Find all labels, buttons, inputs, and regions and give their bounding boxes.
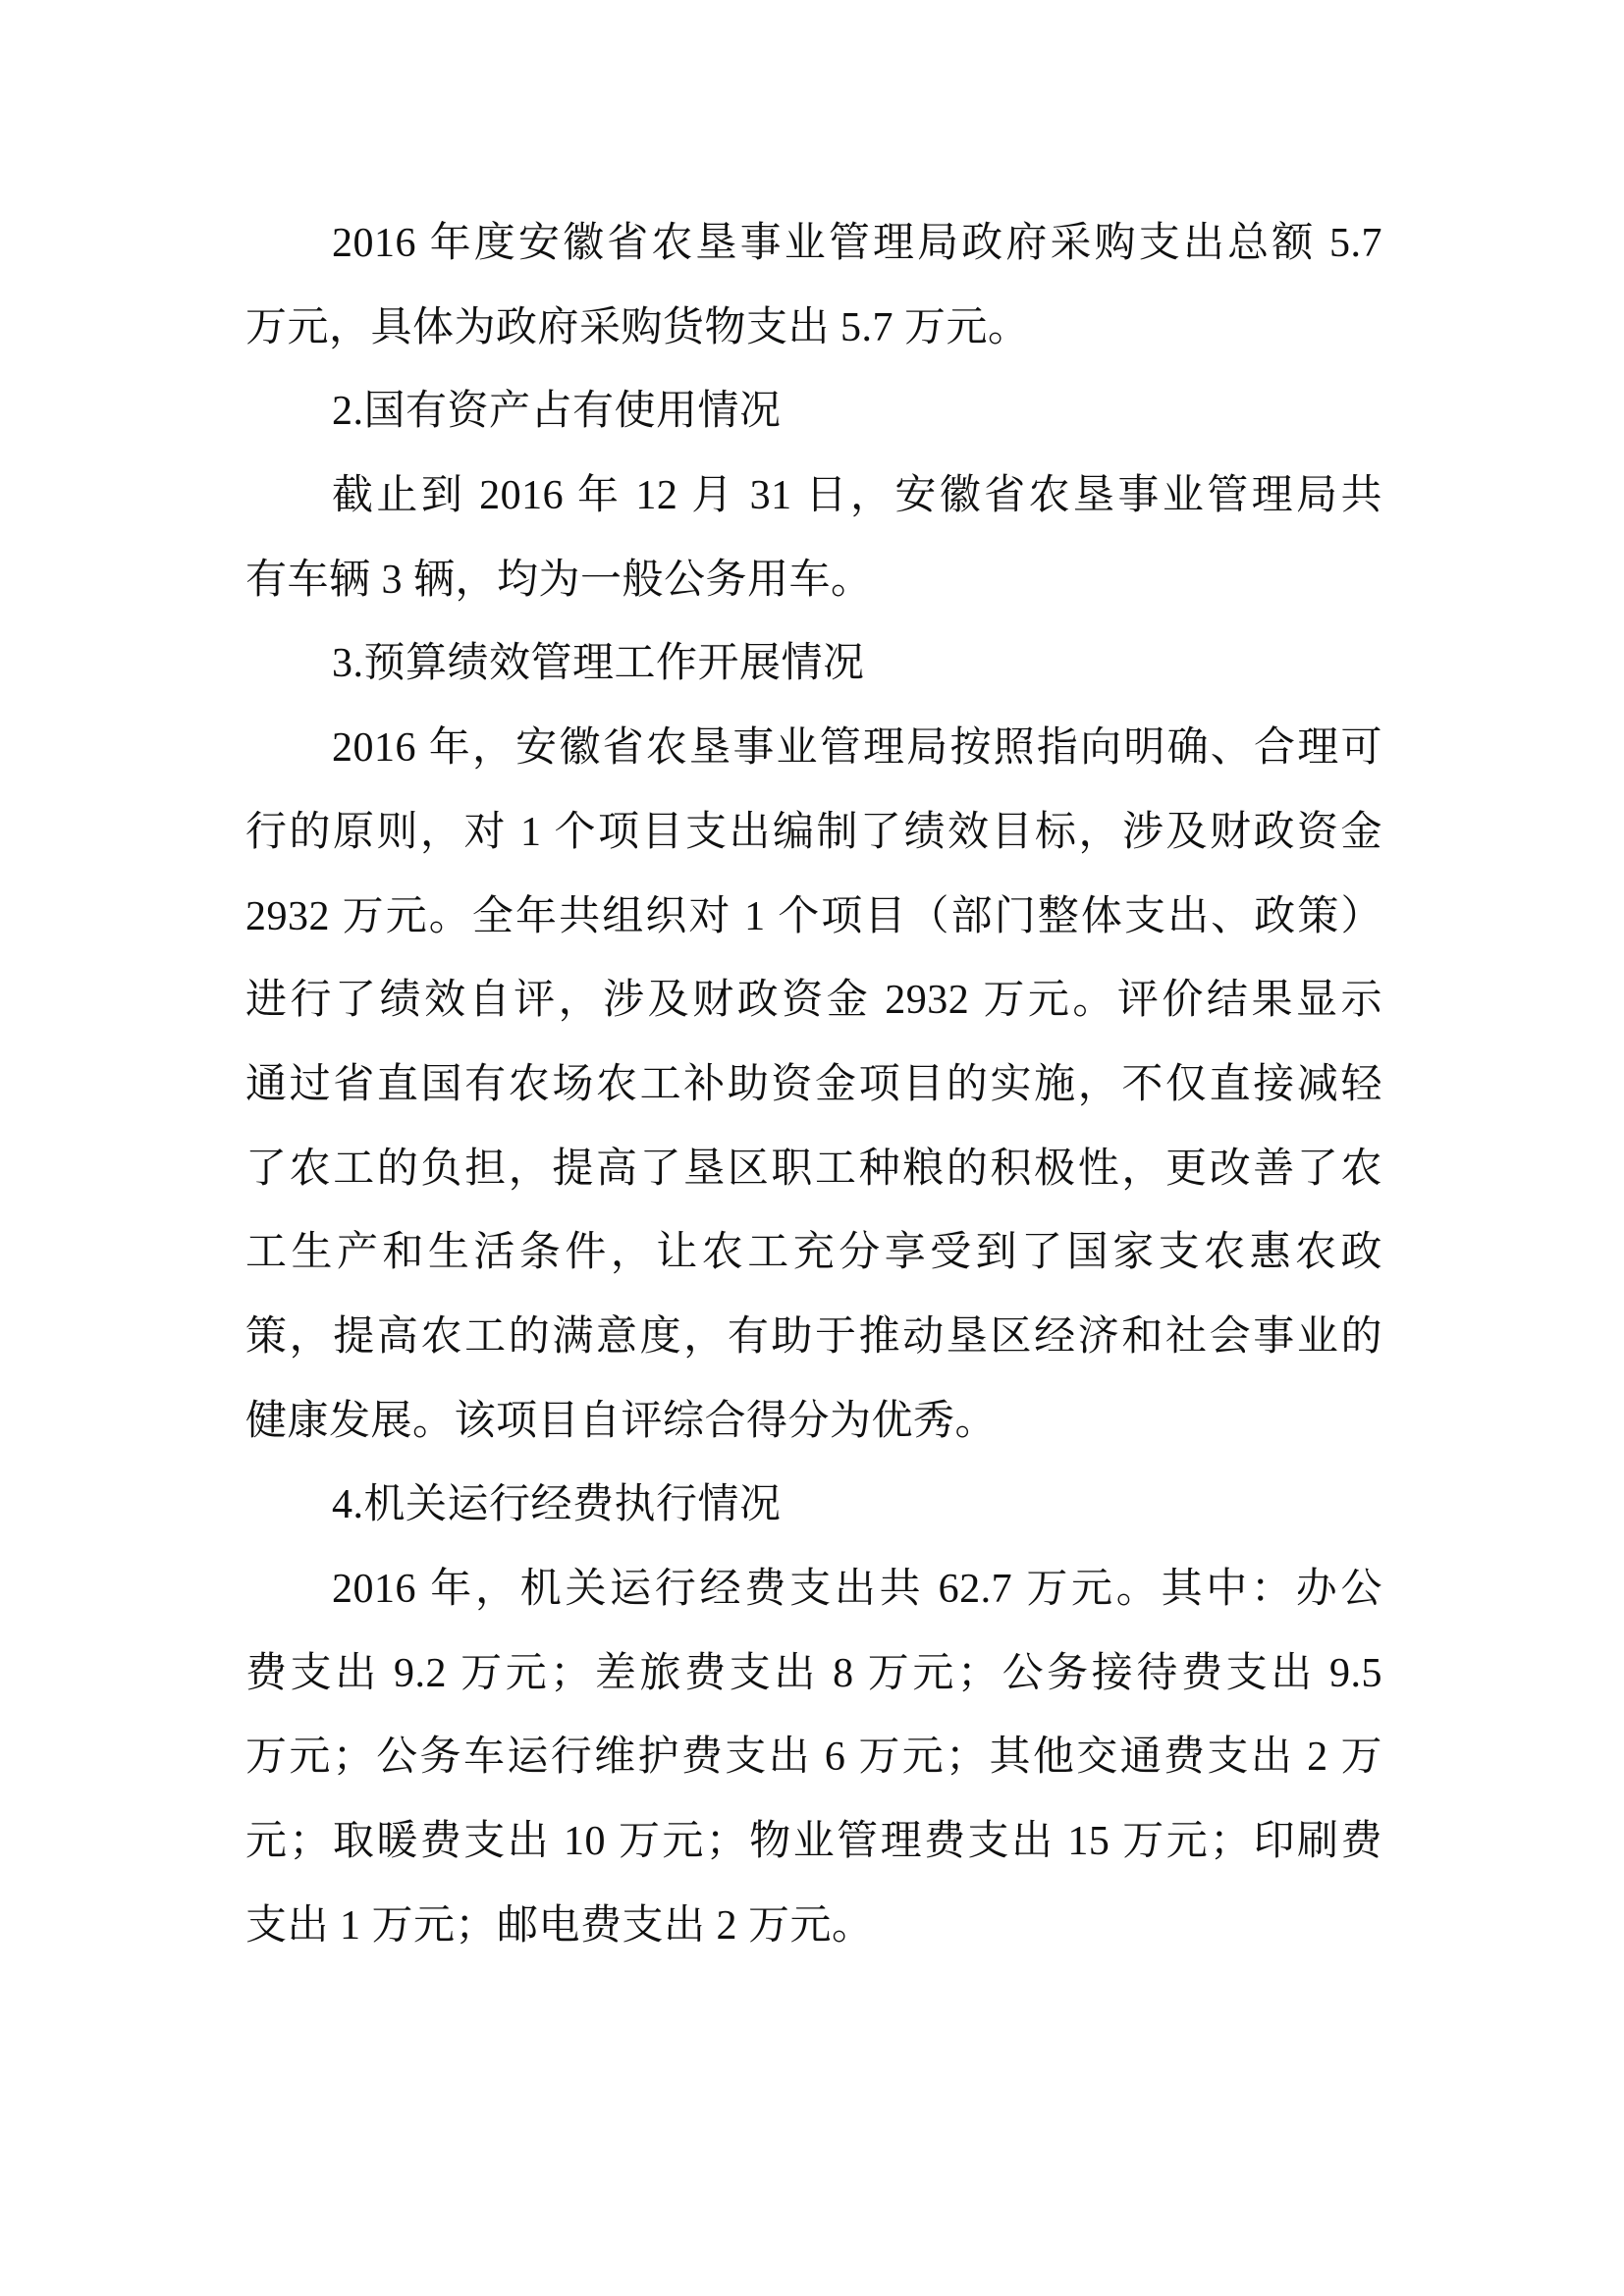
body-line-vehicles-1: 截止到 2016 年 12 月 31 日，安徽省农垦事业管理局共 xyxy=(332,473,1382,519)
body-line-performance-6: 了农工的负担，提高了垦区职工种粮的积极性，更改善了农 xyxy=(245,1146,1382,1192)
body-line-procurement-total: 2016 年度安徽省农垦事业管理局政府采购支出总额 5.7 xyxy=(332,221,1382,266)
body-line-performance-8: 策，提高农工的满意度，有助于推动垦区经济和社会事业的 xyxy=(245,1313,1382,1360)
body-line-procurement-detail: 万元，具体为政府采购货物支出 5.7 万元。 xyxy=(245,304,1030,350)
body-line-operating-4: 元；取暖费支出 10 万元；物业管理费支出 15 万元；印刷费 xyxy=(245,1819,1382,1865)
body-line-performance-7: 工生产和生活条件，让农工充分享受到了国家支农惠农政 xyxy=(245,1230,1382,1276)
section-heading-4-operating-costs: 4.机关运行经费执行情况 xyxy=(332,1482,782,1528)
body-line-operating-1: 2016 年，机关运行经费支出共 62.7 万元。其中：办公 xyxy=(332,1567,1382,1612)
body-line-performance-1: 2016 年，安徽省农垦事业管理局按照指向明确、合理可 xyxy=(332,725,1382,772)
body-line-performance-3: 2932 万元。全年共组织对 1 个项目（部门整体支出、政策） xyxy=(245,893,1382,939)
body-line-operating-3: 万元；公务车运行维护费支出 6 万元；其他交通费支出 2 万 xyxy=(245,1735,1382,1781)
section-heading-3-performance: 3.预算绩效管理工作开展情况 xyxy=(332,641,865,687)
body-line-performance-4: 进行了绩效自评，涉及财政资金 2932 万元。评价结果显示 xyxy=(245,978,1382,1024)
body-line-performance-9: 健康发展。该项目自评综合得分为优秀。 xyxy=(245,1398,998,1444)
body-line-operating-2: 费支出 9.2 万元；差旅费支出 8 万元；公务接待费支出 9.5 xyxy=(245,1650,1382,1696)
body-line-performance-5: 通过省直国有农场农工补助资金项目的实施，不仅直接减轻 xyxy=(245,1061,1382,1107)
body-line-operating-5: 支出 1 万元；邮电费支出 2 万元。 xyxy=(245,1902,874,1949)
section-heading-2-state-assets: 2.国有资产占有使用情况 xyxy=(332,389,782,435)
body-line-performance-2: 行的原则，对 1 个项目支出编制了绩效目标，涉及财政资金 xyxy=(245,809,1382,855)
document-text-block xyxy=(245,202,1382,1968)
body-line-vehicles-2: 有车辆 3 辆，均为一般公务用车。 xyxy=(245,557,873,603)
